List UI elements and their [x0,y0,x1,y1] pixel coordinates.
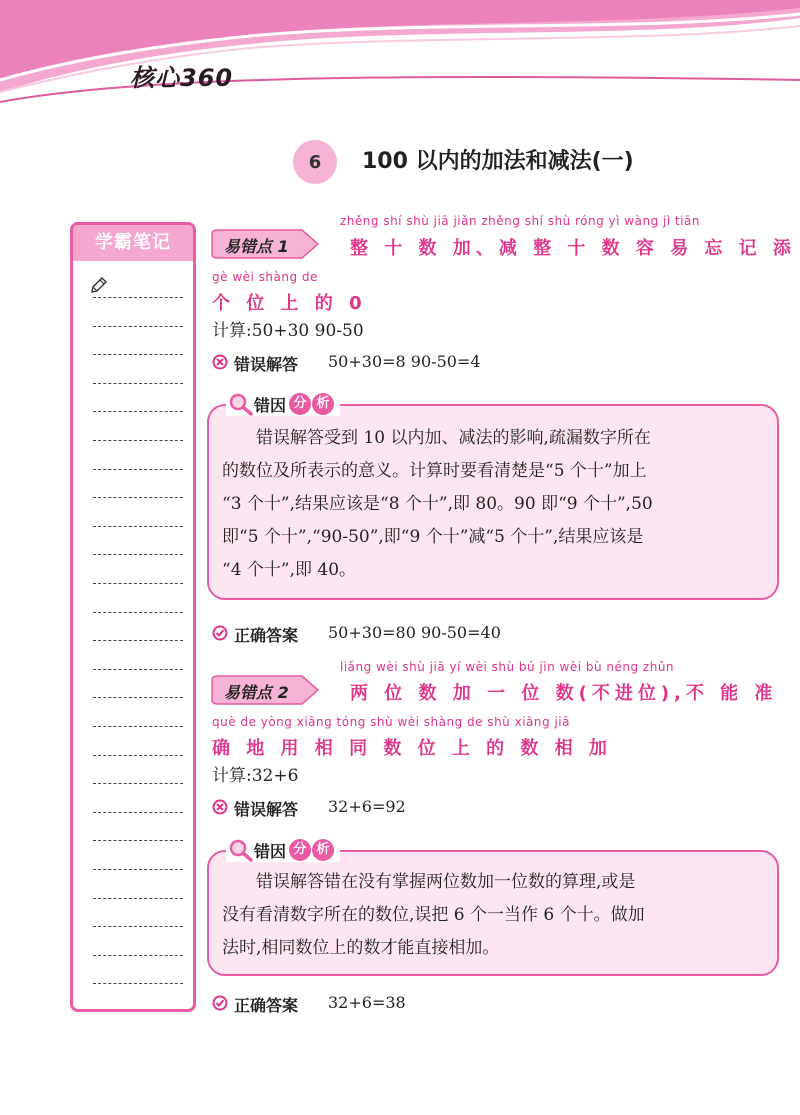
magnifier-icon [228,392,254,416]
analysis-badge-fen: 分 [289,393,311,415]
pitfall-1-wrong-label: 错误解答 [234,355,299,374]
note-line [93,812,183,813]
analysis-title-label: 错因 [254,395,287,415]
pitfall-2-title-line1: 两 位 数 加 一 位 数(不进位),不 能 准 [350,683,778,704]
analysis-line: “4 个十”,即 40。 [222,560,357,580]
note-line [93,612,183,613]
pitfall-2-pinyin-line1: liǎng wèi shù jiā yí wèi shù bú jìn wèi bù néng zhǔn [340,660,675,674]
analysis-title-2 [226,838,340,862]
note-line [93,297,183,298]
note-line [93,469,183,470]
analysis-badge-fen: 分 [289,839,311,861]
note-line [93,440,183,441]
analysis-line: 即“5 个十”,“90-50”,即“9 个十”减“5 个十”,结果应该是 [222,527,644,547]
pitfall-1-right-label: 正确答案 [234,626,299,645]
analysis-line: “3 个十”,结果应该是“8 个十”,即 80。90 即“9 个十”,50 [222,494,653,514]
pitfall-2-wrong-label: 错误解答 [234,800,299,819]
analysis-title-label: 错因 [254,841,287,861]
analysis-badge-xi: 析 [312,839,334,861]
pitfall-tag-1-label: 易错点 1 [224,237,289,256]
note-line [93,526,183,527]
note-line [93,669,183,670]
pitfall-2-pinyin-line2: què de yòng xiāng tóng shù wèi shàng de shù xiāng jiā [212,715,570,729]
pitfall-1-title-line1: 整 十 数 加、减 整 十 数 容 易 忘 记 添 [350,238,796,259]
analysis-line: 的数位及所表示的意义。计算时要看清楚是“5 个十”加上 [222,461,647,481]
analysis-line: 没有看清数字所在的数位,误把 6 个一当作 6 个十。做加 [222,905,645,925]
pitfall-2-problem: 计算:32+6 [212,766,299,786]
pitfall-1-problem: 计算:50+30 90-50 [212,321,364,341]
brand-logo: 核心360 [130,64,234,92]
analysis-line: 错误解答错在没有掌握两位数加一位数的算理,或是 [256,872,636,892]
pitfall-2-title-line2: 确 地 用 相 同 数 位 上 的 数 相 加 [212,738,612,759]
analysis-line: 错误解答受到 10 以内加、减法的影响,疏漏数字所在 [256,428,651,448]
analysis-badge-xi: 析 [312,393,334,415]
check-mark-icon [212,995,228,1011]
note-line [93,726,183,727]
note-line [93,983,183,984]
note-line [93,955,183,956]
header-band [0,0,800,110]
note-line [93,755,183,756]
note-line [93,869,183,870]
pitfall-tag-2 [210,674,322,706]
note-line [93,497,183,498]
analysis-text-1 [222,422,772,587]
check-mark-icon [212,625,228,641]
note-line [93,783,183,784]
analysis-title-1 [226,392,340,416]
pitfall-1-right-answer: 50+30=80 90-50=40 [328,623,501,642]
pitfall-1-title-line2: 个 位 上 的 0 [212,293,367,314]
notes-panel [70,222,196,1012]
note-line [93,898,183,899]
note-line [93,840,183,841]
wrong-mark-icon [212,354,228,370]
pencil-icon [89,275,109,295]
note-line [93,640,183,641]
magnifier-icon [228,838,254,862]
note-line [93,583,183,584]
analysis-line: 法时,相同数位上的数才能直接相加。 [222,938,500,958]
lesson-number-badge: 6 [293,140,337,184]
note-line [93,326,183,327]
lesson-title: 100 以内的加法和减法(一) [362,149,634,174]
note-line [93,926,183,927]
notes-title: 学霸笔记 [73,225,193,261]
pitfall-2-wrong-answer: 32+6=92 [328,797,406,816]
pitfall-tag-2-label: 易错点 2 [224,683,289,702]
note-line [93,554,183,555]
pitfall-2-right-label: 正确答案 [234,996,299,1015]
pitfall-2-right-answer: 32+6=38 [328,993,406,1012]
pitfall-1-pinyin-line1: zhěng shí shù jiā jiǎn zhěng shí shù róng yì wàng jì tiān [340,214,700,228]
note-line [93,697,183,698]
analysis-text-2 [222,866,772,965]
note-line [93,411,183,412]
note-line [93,354,183,355]
pitfall-tag-1 [210,228,322,260]
pitfall-1-wrong-answer: 50+30=8 90-50=4 [328,352,481,371]
wrong-mark-icon [212,799,228,815]
note-line [93,383,183,384]
pitfall-1-pinyin-line2: gè wèi shàng de [212,270,318,284]
